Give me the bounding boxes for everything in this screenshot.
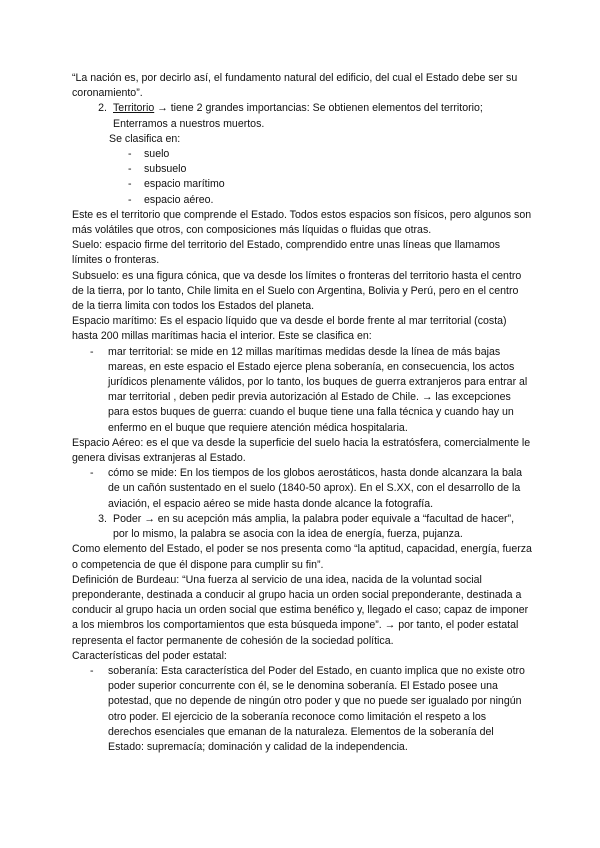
maritimo-list [72,345,532,436]
territory-classes-list [72,147,532,208]
list-item: - suelo [128,148,170,161]
item-3-text: Poder → en su acepción más amplia, la palabra poder equivale a “facultad de hacer”, por lo mismo, la palabra se asocia con la idea de energía, fuerza, pujanza. [113,512,515,541]
classify-label: Se clasifica en: [109,132,181,145]
item-3-poder [72,512,532,542]
soberania-text: soberanía: Esta característica del Poder del Estado, en cuanto implica que no existe otro poder superior concurrente con él, se le denomina soberanía. El Estado posee una potestad, que no depende de ningún otro poder y que no puede ser igualado por ningún otro poder. El ejercicio de la soberanía reconoce como limitación el respeto a los derechos esenciales que emanan de la naturaleza. Elementos de la soberanía del Estado: supremacía; dominación y calidad de la independencia. [108,664,525,753]
caracteristicas-heading: Características del poder estatal: [72,649,227,662]
document-body [72,71,532,755]
list-item: - soberanía: Esta característica del Poder del Estado, en cuanto implica que no existe otro poder superior concurrente con él, se le denomina soberanía. El Estado posee una potestad, que no depende de ningún otro poder y que no puede ser igualado por ningún otro poder. El ejercicio de la soberanía reconoce como limitación el respeto a los derechos esenciales que emanan de la naturaleza. Elementos de la soberanía del Estado: supremacía; dominación y calidad de la independencia. [90,664,532,755]
list-item: - espacio aéreo. [128,193,214,206]
mar-territorial-text: mar territorial: se mide en 12 millas marítimas medidas desde la línea de más bajas mareas, en este espacio el Estado ejerce plena soberanía, en consecuencia, los actos jurídicos plenamente válidos, por lo tanto, los buques de guerra extranjeros para entrar al mar territorial , deben pedir previa autorización al Estado de Chile. → las excepciones para estos buques de guerra: cuando el buque tiene una falla técnica y cuando hay un enfermo en el buque que requiere atención médica hospitalaria. [108,345,528,434]
item-3-number: 3. [98,512,107,525]
item-2-territorio [72,101,532,131]
suelo-paragraph: Suelo: espacio firme del territorio del Estado, comprendido entre unas líneas que llamamos límites o fronteras. [72,239,501,267]
burdeau-paragraph: Definición de Burdeau: “Una fuerza al servicio de una idea, nacida de la voluntad social preponderante, destinada a conducir al grupo hacia un orden social preponderante, destinada a conducir al grupo hacia un orden social que estima benéfico y, llegado el caso; capaz de imponer a los miembros los comportamientos que esta búsqueda impone”. → por tanto, el poder estatal representa el factor permanente de cohesión de la sociedad política. [72,573,529,647]
aereo-list [72,466,532,512]
list-item: - mar territorial: se mide en 12 millas marítimas medidas desde la línea de más bajas mareas, en este espacio el Estado ejerce plena soberanía, en consecuencia, los actos jurídicos plenamente válidos, por lo tanto, los buques de guerra extranjeros para entrar al mar territorial , deben pedir previa autorización al Estado de Chile. → las excepciones para estos buques de guerra: cuando el buque tiene una falla técnica y cuando hay un enfermo en el buque que requiere atención médica hospitalaria. [90,345,532,436]
item-2-text: → tiene 2 grandes importancias: Se obtienen elementos del territorio; Enterramos a nuestros muertos. [113,102,483,130]
maritimo-paragraph: Espacio marítimo: Es el espacio líquido que va desde el borde frente al mar territorial (costa) hasta 200 millas marítimas hacia el interior. Este se clasifica en: [72,315,507,343]
item-2-number: 2. [98,102,107,115]
elemento-paragraph: Como elemento del Estado, el poder se nos presenta como “la aptitud, capacidad, energía, fuerza o competencia de que él dispone para cumplir su fin”. [72,543,532,571]
caracteristicas-list [72,664,532,755]
item-2-title: Territorio [113,102,155,115]
subsuelo-paragraph: Subsuelo: es una figura cónica, que va desde los límites o fronteras del territorio hasta el centro de la tierra, por lo tanto, Chile limita en el Suelo con Argentina, Bolivia y Perú, pero en el centro de la tierra limita con todos los Estados del planeta. [72,269,522,313]
aereo-paragraph: Espacio Aéreo: es el que va desde la superficie del suelo hacia la estratósfera, comercialmente le genera divisas extranjeras al Estado. [72,436,531,465]
nation-quote: “La nación es, por decirlo así, el fundamento natural del edificio, del cual el Estado debe ser su coronamiento”. [72,72,518,100]
list-item: - espacio marítimo [128,178,225,191]
list-item: - subsuelo [128,163,187,176]
como-se-mide-text: cómo se mide: En los tiempos de los globos aerostáticos, hasta donde alcanzara la bala de un cañón sustentado en el suelo (1840-50 aprox). En el S.XX, con el desarrollo de la aviación, el espacio aéreo se mide hasta donde alcance la fotografía. [108,467,522,510]
list-item: - cómo se mide: En los tiempos de los globos aerostáticos, hasta donde alcanzara la bala de un cañón sustentado en el suelo (1840-50 aprox). En el S.XX, con el desarrollo de la aviación, el espacio aéreo se mide hasta donde alcance la fotografía. [90,466,532,512]
territory-paragraph: Este es el territorio que comprende el Estado. Todos estos espacios son físicos, pero algunos son más volátiles que otros, con composiciones más líquidas o fluidas que otras. [72,208,532,237]
